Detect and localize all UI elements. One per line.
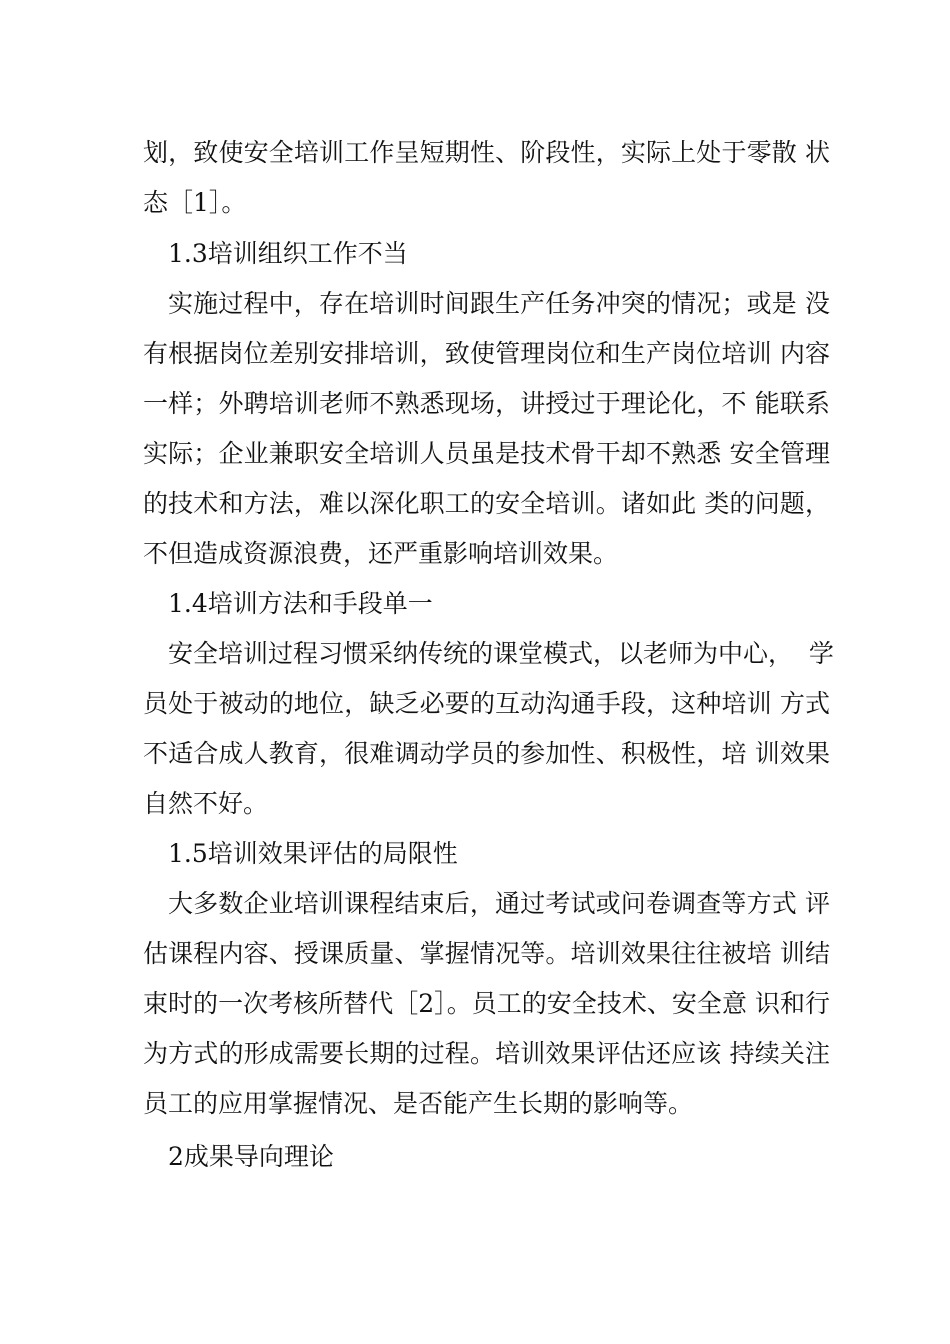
paragraph-line: 估课程内容、授课质量、掌握情况等。培训效果往往被培 训结 [143, 939, 830, 968]
paragraph-line: 划，致使安全培训工作呈短期性、阶段性，实际上处于零散 状 [143, 138, 830, 167]
paragraph-line: 员工的应用掌握情况、是否能产生长期的影响等。 [143, 1089, 694, 1118]
paragraph-line: 大多数企业培训课程结束后，通过考试或问卷调查等方式 评 [168, 889, 830, 918]
paragraph-line: 不适合成人教育，很难调动学员的参加性、积极性，培 训效果 [143, 739, 830, 768]
section-heading-1-3: 1.3培训组织工作不当 [168, 239, 408, 268]
paragraph-line: 实施过程中，存在培训时间跟生产任务冲突的情况；或是 没 [168, 289, 830, 318]
paragraph-line: 束时的一次考核所替代［2］。员工的安全技术、安全意 识和行 [143, 989, 830, 1018]
paragraph-line: 为方式的形成需要长期的过程。培训效果评估还应该 持续关注 [143, 1039, 830, 1068]
paragraph-line: 不但造成资源浪费，还严重影响培训效果。 [143, 539, 619, 568]
paragraph-line: 一样；外聘培训老师不熟悉现场，讲授过于理论化，不 能联系 [143, 389, 830, 418]
paragraph-line: 员处于被动的地位，缺乏必要的互动沟通手段，这种培训 方式 [143, 689, 830, 718]
paragraph-line: 实际；企业兼职安全培训人员虽是技术骨干却不熟悉 安全管理 [143, 439, 830, 468]
section-heading-1-5: 1.5培训效果评估的局限性 [168, 839, 458, 868]
paragraph-line: 的技术和方法，难以深化职工的安全培训。诸如此 类的问题， [143, 489, 830, 518]
paragraph-line: 有根据岗位差别安排培训，致使管理岗位和生产岗位培训 内容 [143, 339, 830, 368]
section-heading-2: 2成果导向理论 [168, 1142, 334, 1171]
paragraph-line: 自然不好。 [143, 789, 269, 818]
section-heading-1-4: 1.4培训方法和手段单一 [168, 589, 433, 618]
paragraph-line: 态［1］。 [143, 188, 247, 217]
paragraph-line: 安全培训过程习惯采纳传统的课堂模式，以老师为中心， 学 [168, 639, 834, 668]
